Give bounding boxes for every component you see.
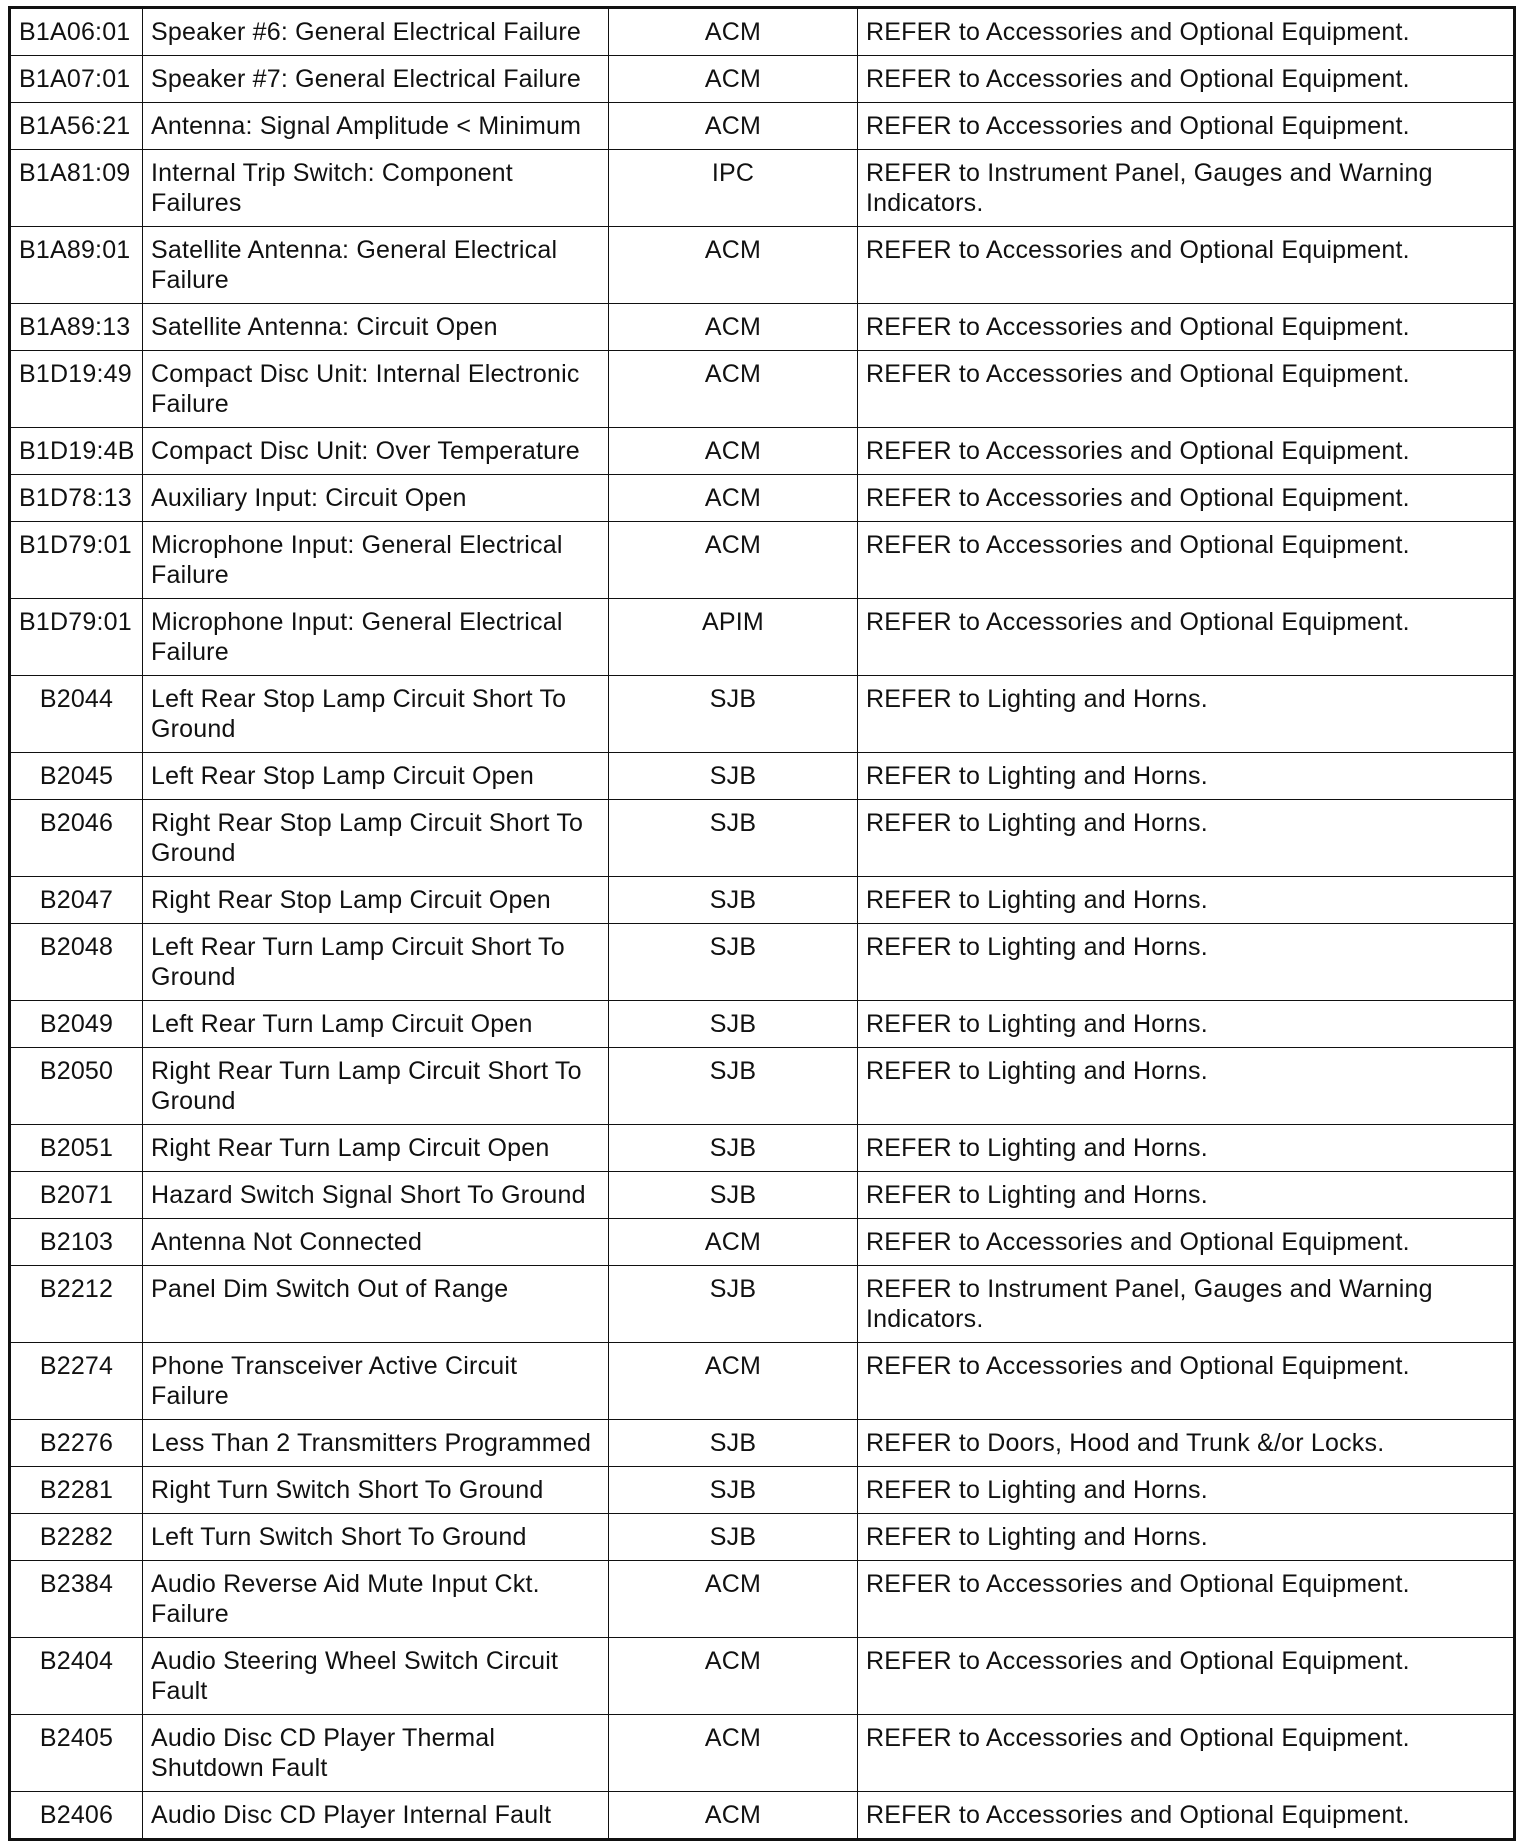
module-cell: ACM xyxy=(609,1561,858,1638)
table-row xyxy=(10,877,1515,924)
table-row xyxy=(10,475,1515,522)
action-cell: REFER to Lighting and Horns. xyxy=(858,800,1515,877)
module-cell: ACM xyxy=(609,56,858,103)
action-cell: REFER to Lighting and Horns. xyxy=(858,1125,1515,1172)
action-cell: REFER to Lighting and Horns. xyxy=(858,1001,1515,1048)
dtc-code-cell: B2282 xyxy=(10,1514,143,1561)
table-row xyxy=(10,924,1515,1001)
description-cell: Hazard Switch Signal Short To Ground xyxy=(143,1172,609,1219)
table-row xyxy=(10,103,1515,150)
table-row xyxy=(10,1125,1515,1172)
table-row xyxy=(10,428,1515,475)
action-cell: REFER to Accessories and Optional Equipment. xyxy=(858,1792,1515,1840)
module-cell: ACM xyxy=(609,522,858,599)
module-cell: ACM xyxy=(609,475,858,522)
description-cell: Internal Trip Switch: Component Failures xyxy=(143,150,609,227)
table-row xyxy=(10,1792,1515,1840)
table-row xyxy=(10,1715,1515,1792)
action-cell: REFER to Instrument Panel, Gauges and Warning Indicators. xyxy=(858,150,1515,227)
table-row xyxy=(10,753,1515,800)
action-cell: REFER to Lighting and Horns. xyxy=(858,1048,1515,1125)
action-cell: REFER to Lighting and Horns. xyxy=(858,676,1515,753)
description-cell: Compact Disc Unit: Over Temperature xyxy=(143,428,609,475)
dtc-code-cell: B1D79:01 xyxy=(10,522,143,599)
module-cell: ACM xyxy=(609,428,858,475)
module-cell: SJB xyxy=(609,1266,858,1343)
description-cell: Auxiliary Input: Circuit Open xyxy=(143,475,609,522)
module-cell: ACM xyxy=(609,1343,858,1420)
module-cell: ACM xyxy=(609,227,858,304)
module-cell: SJB xyxy=(609,877,858,924)
dtc-code-cell: B2044 xyxy=(10,676,143,753)
dtc-code-cell: B2046 xyxy=(10,800,143,877)
dtc-table xyxy=(8,6,1516,1841)
module-cell: ACM xyxy=(609,1638,858,1715)
dtc-code-cell: B1A89:01 xyxy=(10,227,143,304)
dtc-code-cell: B1A81:09 xyxy=(10,150,143,227)
description-cell: Satellite Antenna: General Electrical Failure xyxy=(143,227,609,304)
module-cell: SJB xyxy=(609,800,858,877)
module-cell: SJB xyxy=(609,1048,858,1125)
table-row xyxy=(10,1561,1515,1638)
dtc-code-cell: B2047 xyxy=(10,877,143,924)
table-row xyxy=(10,522,1515,599)
action-cell: REFER to Accessories and Optional Equipment. xyxy=(858,304,1515,351)
dtc-code-cell: B2405 xyxy=(10,1715,143,1792)
module-cell: ACM xyxy=(609,8,858,56)
module-cell: SJB xyxy=(609,1001,858,1048)
action-cell: REFER to Accessories and Optional Equipment. xyxy=(858,1219,1515,1266)
module-cell: IPC xyxy=(609,150,858,227)
table-row xyxy=(10,227,1515,304)
module-cell: SJB xyxy=(609,676,858,753)
dtc-code-cell: B2050 xyxy=(10,1048,143,1125)
dtc-code-cell: B2281 xyxy=(10,1467,143,1514)
action-cell: REFER to Accessories and Optional Equipment. xyxy=(858,1343,1515,1420)
description-cell: Audio Reverse Aid Mute Input Ckt. Failure xyxy=(143,1561,609,1638)
action-cell: REFER to Doors, Hood and Trunk &/or Locks. xyxy=(858,1420,1515,1467)
module-cell: ACM xyxy=(609,304,858,351)
action-cell: REFER to Accessories and Optional Equipment. xyxy=(858,8,1515,56)
table-row xyxy=(10,1219,1515,1266)
dtc-table-container xyxy=(8,6,1513,1841)
action-cell: REFER to Instrument Panel, Gauges and Warning Indicators. xyxy=(858,1266,1515,1343)
module-cell: SJB xyxy=(609,924,858,1001)
description-cell: Satellite Antenna: Circuit Open xyxy=(143,304,609,351)
table-row xyxy=(10,1001,1515,1048)
description-cell: Microphone Input: General Electrical Failure xyxy=(143,599,609,676)
action-cell: REFER to Accessories and Optional Equipment. xyxy=(858,522,1515,599)
dtc-code-cell: B2276 xyxy=(10,1420,143,1467)
module-cell: SJB xyxy=(609,1125,858,1172)
table-row xyxy=(10,351,1515,428)
action-cell: REFER to Accessories and Optional Equipment. xyxy=(858,351,1515,428)
description-cell: Left Rear Stop Lamp Circuit Short To Ground xyxy=(143,676,609,753)
dtc-code-cell: B2212 xyxy=(10,1266,143,1343)
table-row xyxy=(10,599,1515,676)
dtc-code-cell: B2384 xyxy=(10,1561,143,1638)
description-cell: Left Rear Turn Lamp Circuit Short To Ground xyxy=(143,924,609,1001)
action-cell: REFER to Accessories and Optional Equipment. xyxy=(858,103,1515,150)
module-cell: ACM xyxy=(609,103,858,150)
dtc-code-cell: B1D19:49 xyxy=(10,351,143,428)
action-cell: REFER to Accessories and Optional Equipment. xyxy=(858,475,1515,522)
description-cell: Left Rear Stop Lamp Circuit Open xyxy=(143,753,609,800)
dtc-code-cell: B1D19:4B xyxy=(10,428,143,475)
action-cell: REFER to Accessories and Optional Equipment. xyxy=(858,56,1515,103)
module-cell: ACM xyxy=(609,1219,858,1266)
description-cell: Phone Transceiver Active Circuit Failure xyxy=(143,1343,609,1420)
description-cell: Speaker #7: General Electrical Failure xyxy=(143,56,609,103)
description-cell: Compact Disc Unit: Internal Electronic Failure xyxy=(143,351,609,428)
table-row xyxy=(10,1343,1515,1420)
description-cell: Left Turn Switch Short To Ground xyxy=(143,1514,609,1561)
description-cell: Left Rear Turn Lamp Circuit Open xyxy=(143,1001,609,1048)
action-cell: REFER to Lighting and Horns. xyxy=(858,1467,1515,1514)
dtc-code-cell: B1A56:21 xyxy=(10,103,143,150)
description-cell: Audio Steering Wheel Switch Circuit Fault xyxy=(143,1638,609,1715)
action-cell: REFER to Lighting and Horns. xyxy=(858,1514,1515,1561)
module-cell: SJB xyxy=(609,1467,858,1514)
action-cell: REFER to Accessories and Optional Equipment. xyxy=(858,1561,1515,1638)
action-cell: REFER to Accessories and Optional Equipment. xyxy=(858,428,1515,475)
dtc-code-cell: B2048 xyxy=(10,924,143,1001)
table-row xyxy=(10,1048,1515,1125)
table-row xyxy=(10,150,1515,227)
dtc-code-cell: B1A07:01 xyxy=(10,56,143,103)
description-cell: Less Than 2 Transmitters Programmed xyxy=(143,1420,609,1467)
table-row xyxy=(10,1266,1515,1343)
description-cell: Right Rear Stop Lamp Circuit Short To Ground xyxy=(143,800,609,877)
action-cell: REFER to Lighting and Horns. xyxy=(858,877,1515,924)
dtc-code-cell: B2051 xyxy=(10,1125,143,1172)
action-cell: REFER to Lighting and Horns. xyxy=(858,1172,1515,1219)
module-cell: SJB xyxy=(609,1172,858,1219)
table-row xyxy=(10,676,1515,753)
dtc-code-cell: B2274 xyxy=(10,1343,143,1420)
table-row xyxy=(10,1514,1515,1561)
description-cell: Right Rear Turn Lamp Circuit Short To Ground xyxy=(143,1048,609,1125)
dtc-code-cell: B2045 xyxy=(10,753,143,800)
action-cell: REFER to Accessories and Optional Equipment. xyxy=(858,227,1515,304)
dtc-code-cell: B2406 xyxy=(10,1792,143,1840)
module-cell: SJB xyxy=(609,1514,858,1561)
module-cell: APIM xyxy=(609,599,858,676)
action-cell: REFER to Accessories and Optional Equipment. xyxy=(858,599,1515,676)
dtc-code-cell: B2071 xyxy=(10,1172,143,1219)
dtc-table-body xyxy=(10,8,1515,1840)
dtc-code-cell: B2103 xyxy=(10,1219,143,1266)
dtc-code-cell: B2049 xyxy=(10,1001,143,1048)
module-cell: ACM xyxy=(609,1792,858,1840)
table-row xyxy=(10,1638,1515,1715)
description-cell: Antenna Not Connected xyxy=(143,1219,609,1266)
action-cell: REFER to Accessories and Optional Equipment. xyxy=(858,1715,1515,1792)
description-cell: Right Rear Stop Lamp Circuit Open xyxy=(143,877,609,924)
description-cell: Right Turn Switch Short To Ground xyxy=(143,1467,609,1514)
module-cell: ACM xyxy=(609,1715,858,1792)
dtc-code-cell: B1D79:01 xyxy=(10,599,143,676)
module-cell: SJB xyxy=(609,1420,858,1467)
table-row xyxy=(10,8,1515,56)
table-row xyxy=(10,800,1515,877)
dtc-code-cell: B1D78:13 xyxy=(10,475,143,522)
action-cell: REFER to Lighting and Horns. xyxy=(858,753,1515,800)
description-cell: Audio Disc CD Player Internal Fault xyxy=(143,1792,609,1840)
dtc-code-cell: B2404 xyxy=(10,1638,143,1715)
action-cell: REFER to Accessories and Optional Equipment. xyxy=(858,1638,1515,1715)
dtc-code-cell: B1A89:13 xyxy=(10,304,143,351)
table-row xyxy=(10,1420,1515,1467)
description-cell: Speaker #6: General Electrical Failure xyxy=(143,8,609,56)
description-cell: Microphone Input: General Electrical Failure xyxy=(143,522,609,599)
table-row xyxy=(10,56,1515,103)
action-cell: REFER to Lighting and Horns. xyxy=(858,924,1515,1001)
module-cell: ACM xyxy=(609,351,858,428)
table-row xyxy=(10,304,1515,351)
description-cell: Panel Dim Switch Out of Range xyxy=(143,1266,609,1343)
table-row xyxy=(10,1467,1515,1514)
description-cell: Audio Disc CD Player Thermal Shutdown Fault xyxy=(143,1715,609,1792)
description-cell: Right Rear Turn Lamp Circuit Open xyxy=(143,1125,609,1172)
module-cell: SJB xyxy=(609,753,858,800)
description-cell: Antenna: Signal Amplitude < Minimum xyxy=(143,103,609,150)
dtc-code-cell: B1A06:01 xyxy=(10,8,143,56)
table-row xyxy=(10,1172,1515,1219)
